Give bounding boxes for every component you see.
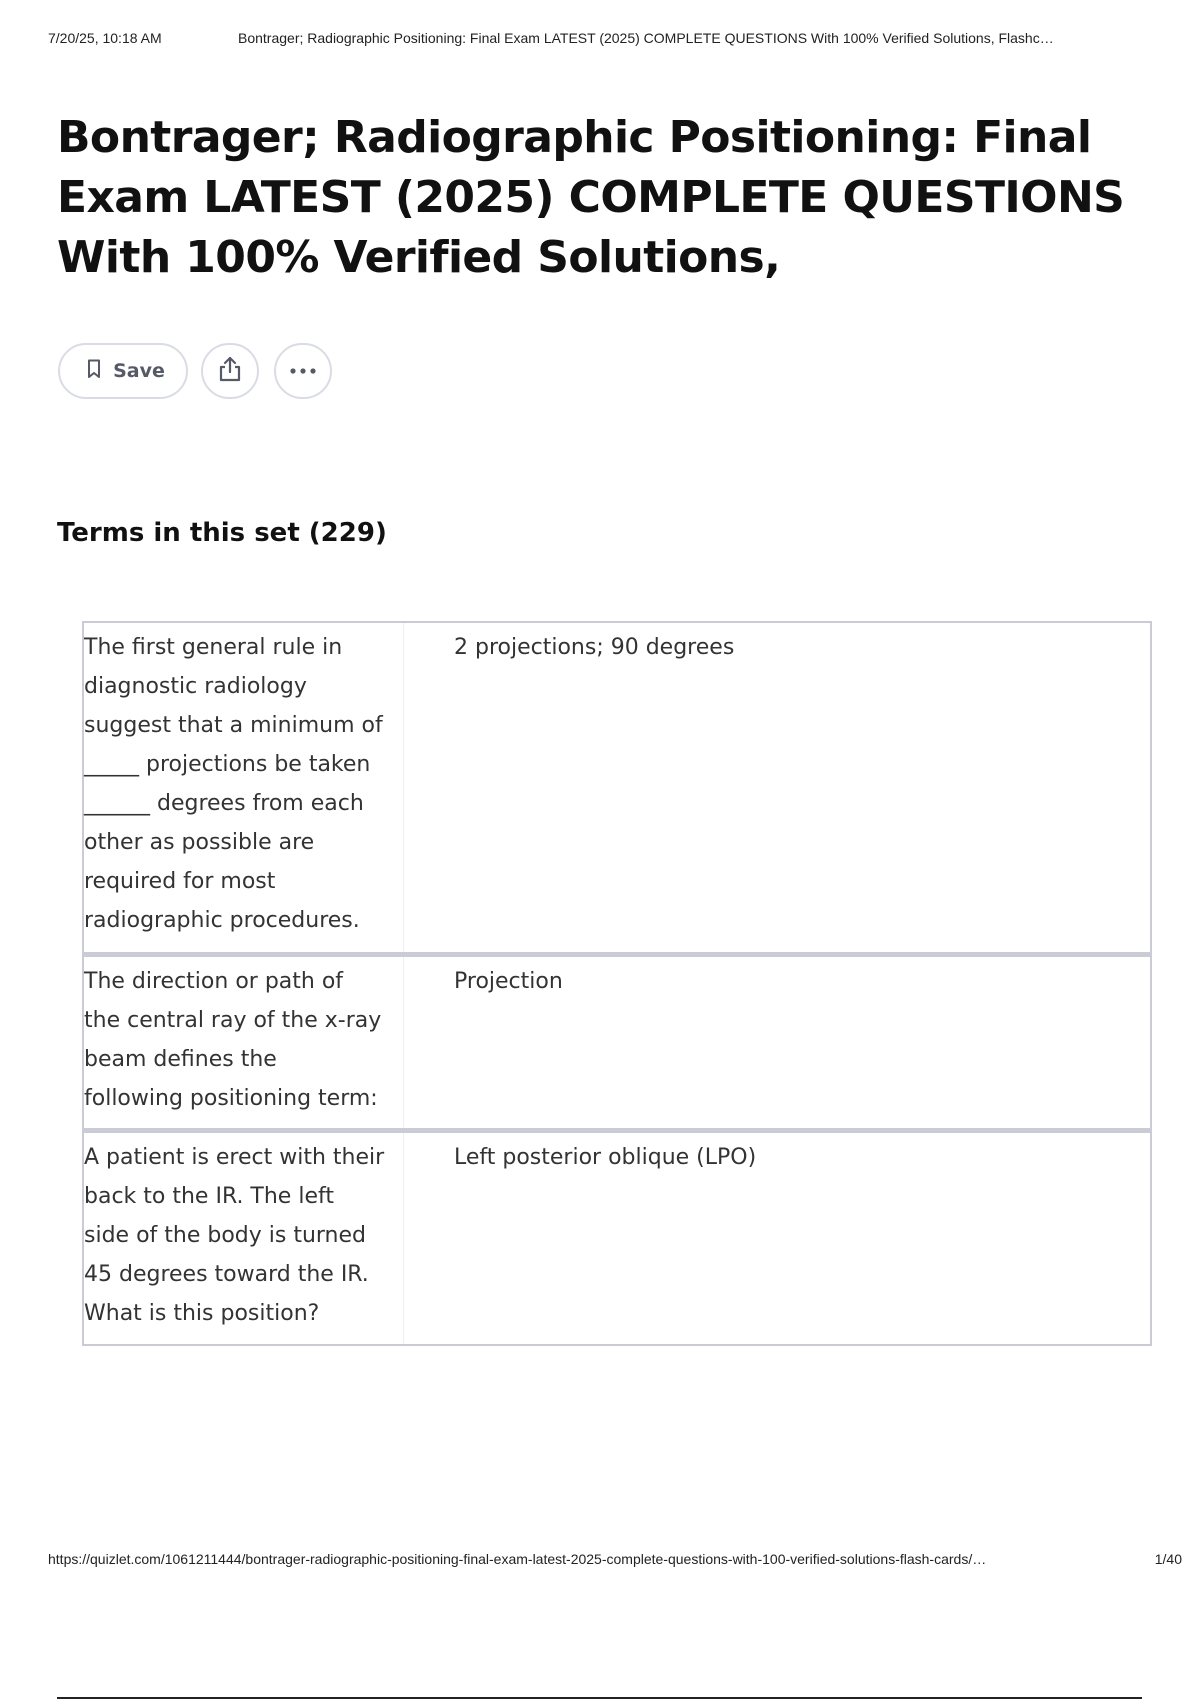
term-row[interactable] bbox=[82, 621, 1152, 954]
save-button-label: Save bbox=[113, 360, 165, 382]
terms-heading: Terms in this set (229) bbox=[57, 518, 387, 548]
term-row[interactable] bbox=[82, 954, 1152, 1130]
term-text: A patient is erect with their back to the IR. The left side of the body is turned 45 degrees toward the IR. What is this position? bbox=[84, 1133, 404, 1344]
term-row[interactable] bbox=[82, 1130, 1152, 1346]
term-text: The first general rule in diagnostic radiology suggest that a minimum of _____ projections be taken ______ degrees from each other as possible are required for most radiographic procedures. bbox=[84, 623, 404, 952]
print-url: https://quizlet.com/1061211444/bontrager-radiographic-positioning-final-exam-latest-2025-complete-questions-with-100-verified-solutions-flash-cards/… bbox=[48, 1551, 987, 1567]
page-number: 1/40 bbox=[1154, 1551, 1182, 1567]
more-horizontal-icon bbox=[289, 362, 317, 380]
bottom-divider bbox=[57, 1697, 1142, 1699]
definition-text: Projection bbox=[454, 969, 563, 994]
share-button[interactable] bbox=[201, 343, 259, 399]
print-datetime: 7/20/25, 10:18 AM bbox=[48, 30, 162, 46]
page-title: Bontrager; Radiographic Positioning: Final Exam LATEST (2025) COMPLETE QUESTIONS With 100% Verified Solutions, bbox=[57, 112, 1125, 283]
definition-text: Left posterior oblique (LPO) bbox=[454, 1145, 757, 1170]
definition-text: 2 projections; 90 degrees bbox=[454, 635, 735, 660]
term-text: The direction or path of the central ray of the x-ray beam defines the following positioning term: bbox=[84, 957, 404, 1128]
save-button[interactable] bbox=[58, 343, 188, 399]
share-icon bbox=[217, 355, 243, 388]
bookmark-icon bbox=[87, 359, 101, 384]
terms-table bbox=[82, 621, 1152, 1346]
print-header bbox=[48, 30, 1180, 52]
more-options-button[interactable] bbox=[274, 343, 332, 399]
print-document-title: Bontrager; Radiographic Positioning: Final Exam LATEST (2025) COMPLETE QUESTIONS With 100% Verified Solutions, Flashc… bbox=[238, 30, 1054, 46]
